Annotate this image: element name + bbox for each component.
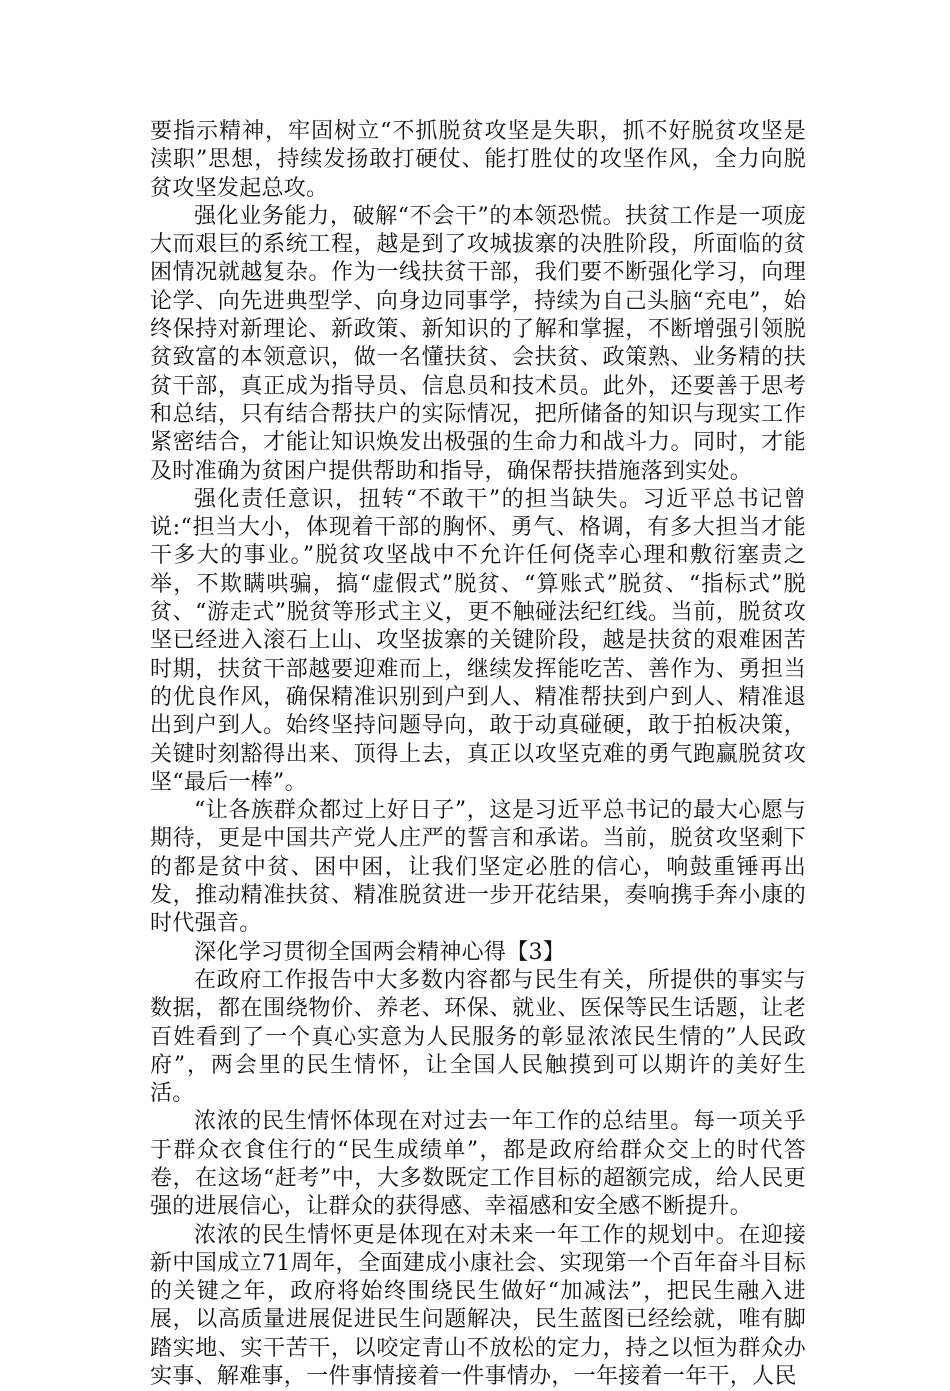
paragraph-3: 强化责任意识，扭转“不敢干”的担当缺失。习近平总书记曾说:“担当大小，体现着干部的胸怀、勇气、格调，有多大担当才能干多大的事业。”脱贫攻坚战中不允许任何侥幸心理和敷衍塞责之举，不欺瞒哄骗，搞“虚假式”脱贫、“算账式”脱贫、“指标式”脱贫、“游走式”脱贫等形式主义，更不触碰法纪红线。当前，脱贫攻坚已经进入滚石上山、攻坚拔寨的关键阶段，越是扶贫的艰难困苦时期，扶贫干部越要迎难而上，继续发挥能吃苦、善作为、勇担当的优良作风，确保精准识别到户到人、精准帮扶到户到人、精准退出到户到人。始终坚持问题导向，敢于动真碰硬，敢于拍板决策，关键时刻豁得出来、顶得上去，真正以攻坚克难的勇气跑赢脱贫攻坚“最后一棒”。 [150, 486, 806, 795]
paragraph-5: 在政府工作报告中大多数内容都与民生有关，所提供的事实与数据，都在围绕物价、养老、环保、就业、医保等民生话题，让老百姓看到了一个真心实意为人民服务的彰显浓浓民生情的”人民政府”，两会里的民生情怀，让全国人民触摸到可以期许的美好生活。 [150, 967, 806, 1107]
paragraph-7: 浓浓的民生情怀更是体现在对未来一年工作的规划中。在迎接新中国成立71周年，全面建成小康社会、实现第一个百年奋斗目标的关键之年，政府将始终围绕民生做好“加减法”，把民生融入进展，以高质量进展促进民生问题解决，民生蓝图已经绘就，唯有脚踏实地、实干苦干，以咬定青山不放松的定力，持之以恒为群众办实事、解难事，一件事情接着一件事情办，一年接着一年干，人民 [150, 1222, 806, 1390]
section-heading: 深化学习贯彻全国两会精神心得【3】 [194, 939, 566, 965]
document-body [150, 118, 806, 1391]
paragraph-2: 强化业务能力，破解“不会干”的本领恐慌。扶贫工作是一项庞大而艰巨的系统工程，越是到了攻城拔寨的决胜阶段，所面临的贫困情况就越复杂。作为一线扶贫干部，我们要不断强化学习，向理论学、向先进典型学、向身边同事学，持续为自己头脑“充电”，始终保持对新理论、新政策、新知识的了解和掌握，不断增强引领脱贫致富的本领意识，做一名懂扶贫、会扶贫、政策熟、业务精的扶贫干部，真正成为指导员、信息员和技术员。此外，还要善于思考和总结，只有结合帮扶户的实际情况，把所储备的知识与现实工作紧密结合，才能让知识焕发出极强的生命力和战斗力。同时，才能及时准确为贫困户提供帮助和指导，确保帮扶措施落到实处。 [150, 203, 806, 484]
paragraph-1: 要指示精神，牢固树立“不抓脱贫攻坚是失职，抓不好脱贫攻坚是渎职”思想，持续发扬敢打硬仗、能打胜仗的攻坚作风，全力向脱贫攻坚发起总攻。 [150, 119, 806, 201]
paragraph-6: 浓浓的民生情怀体现在对过去一年工作的总结里。每一项关乎于群众衣食住行的“民生成绩单”，都是政府给群众交上的时代答卷，在这场“赶考”中，大多数既定工作目标的超额完成，给人民更强的进展信心，让群众的获得感、幸福感和安全感不断提升。 [150, 1109, 806, 1220]
paragraph-4: “让各族群众都过上好日子”，这是习近平总书记的最大心愿与期待，更是中国共产党人庄严的誓言和承诺。当前，脱贫攻坚剩下的都是贫中贫、困中困，让我们坚定必胜的信心，响鼓重锤再出发，推动精准扶贫、精准脱贫进一步开花结果，奏响携手奔小康的时代强音。 [150, 798, 806, 937]
